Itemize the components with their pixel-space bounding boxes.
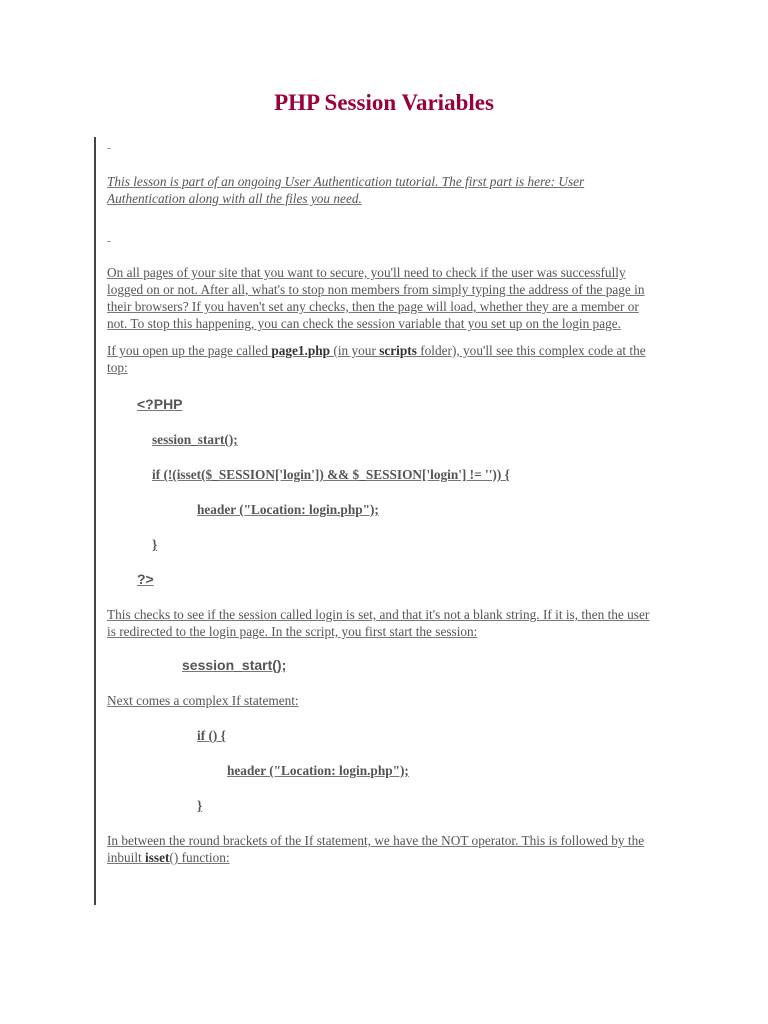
paragraph-complex-if[interactable]: Next comes a complex If statement: <box>107 693 299 708</box>
paragraph-not-operator[interactable] <box>107 832 652 866</box>
article-body <box>107 140 652 866</box>
function-isset: isset <box>145 850 170 865</box>
code-if-empty[interactable]: if () { <box>197 728 226 743</box>
paragraph-open-page1[interactable] <box>107 342 652 376</box>
code-session-start[interactable]: session_start(); <box>152 432 238 447</box>
code-php-open-tag[interactable]: <?PHP <box>137 396 183 412</box>
text-segment: If you open up the page called <box>107 343 272 358</box>
text-segment: folder), you'll see this complex code at the top: <box>107 343 646 375</box>
code-if-isset[interactable]: if (!(isset($_SESSION['login']) && $_SESSION['login'] != '')) { <box>152 467 510 482</box>
code-closing-brace-2[interactable]: } <box>197 798 203 813</box>
filename-page1: page1.php <box>271 343 331 358</box>
code-header-location[interactable]: header ("Location: login.php"); <box>197 502 379 517</box>
text-segment: (in your <box>330 343 380 358</box>
folder-scripts: scripts <box>379 343 417 358</box>
code-closing-brace[interactable]: } <box>152 537 158 552</box>
page-title: PHP Session Variables <box>274 90 494 115</box>
paragraph-checks-session[interactable]: This checks to see if the session called login is set, and that it's not a blank string. If it is, then the user is redirected to the login page. In the script, you first start the session: <box>107 607 650 639</box>
text-segment: In between the round brackets of the If statement, we have the NOT operator. This is followed by the inbuilt <box>107 833 645 865</box>
paragraph-secure-pages[interactable]: On all pages of your site that you want to secure, you'll need to check if the user was successfully logged on or not. After all, what's to stop non members from simply typing the address of the page in their browsers? If you haven't set any checks, then the page will load, whether they are a member or not. To stop this happening, you can check the session variable that you set up on the login page. <box>107 265 645 331</box>
code-header-location-2[interactable]: header ("Location: login.php"); <box>227 763 409 778</box>
separator-dash: - <box>107 142 111 154</box>
code-session-start-standalone[interactable]: session_start(); <box>182 657 287 673</box>
separator-dash-2: - <box>107 235 111 247</box>
code-php-close-tag[interactable]: ?> <box>137 571 154 587</box>
left-vertical-rule <box>94 137 96 905</box>
intro-link-paragraph[interactable]: This lesson is part of an ongoing User Authentication tutorial. The first part is here: User Authentication along with all the files you need. <box>107 174 585 206</box>
text-segment: () function: <box>169 850 230 865</box>
